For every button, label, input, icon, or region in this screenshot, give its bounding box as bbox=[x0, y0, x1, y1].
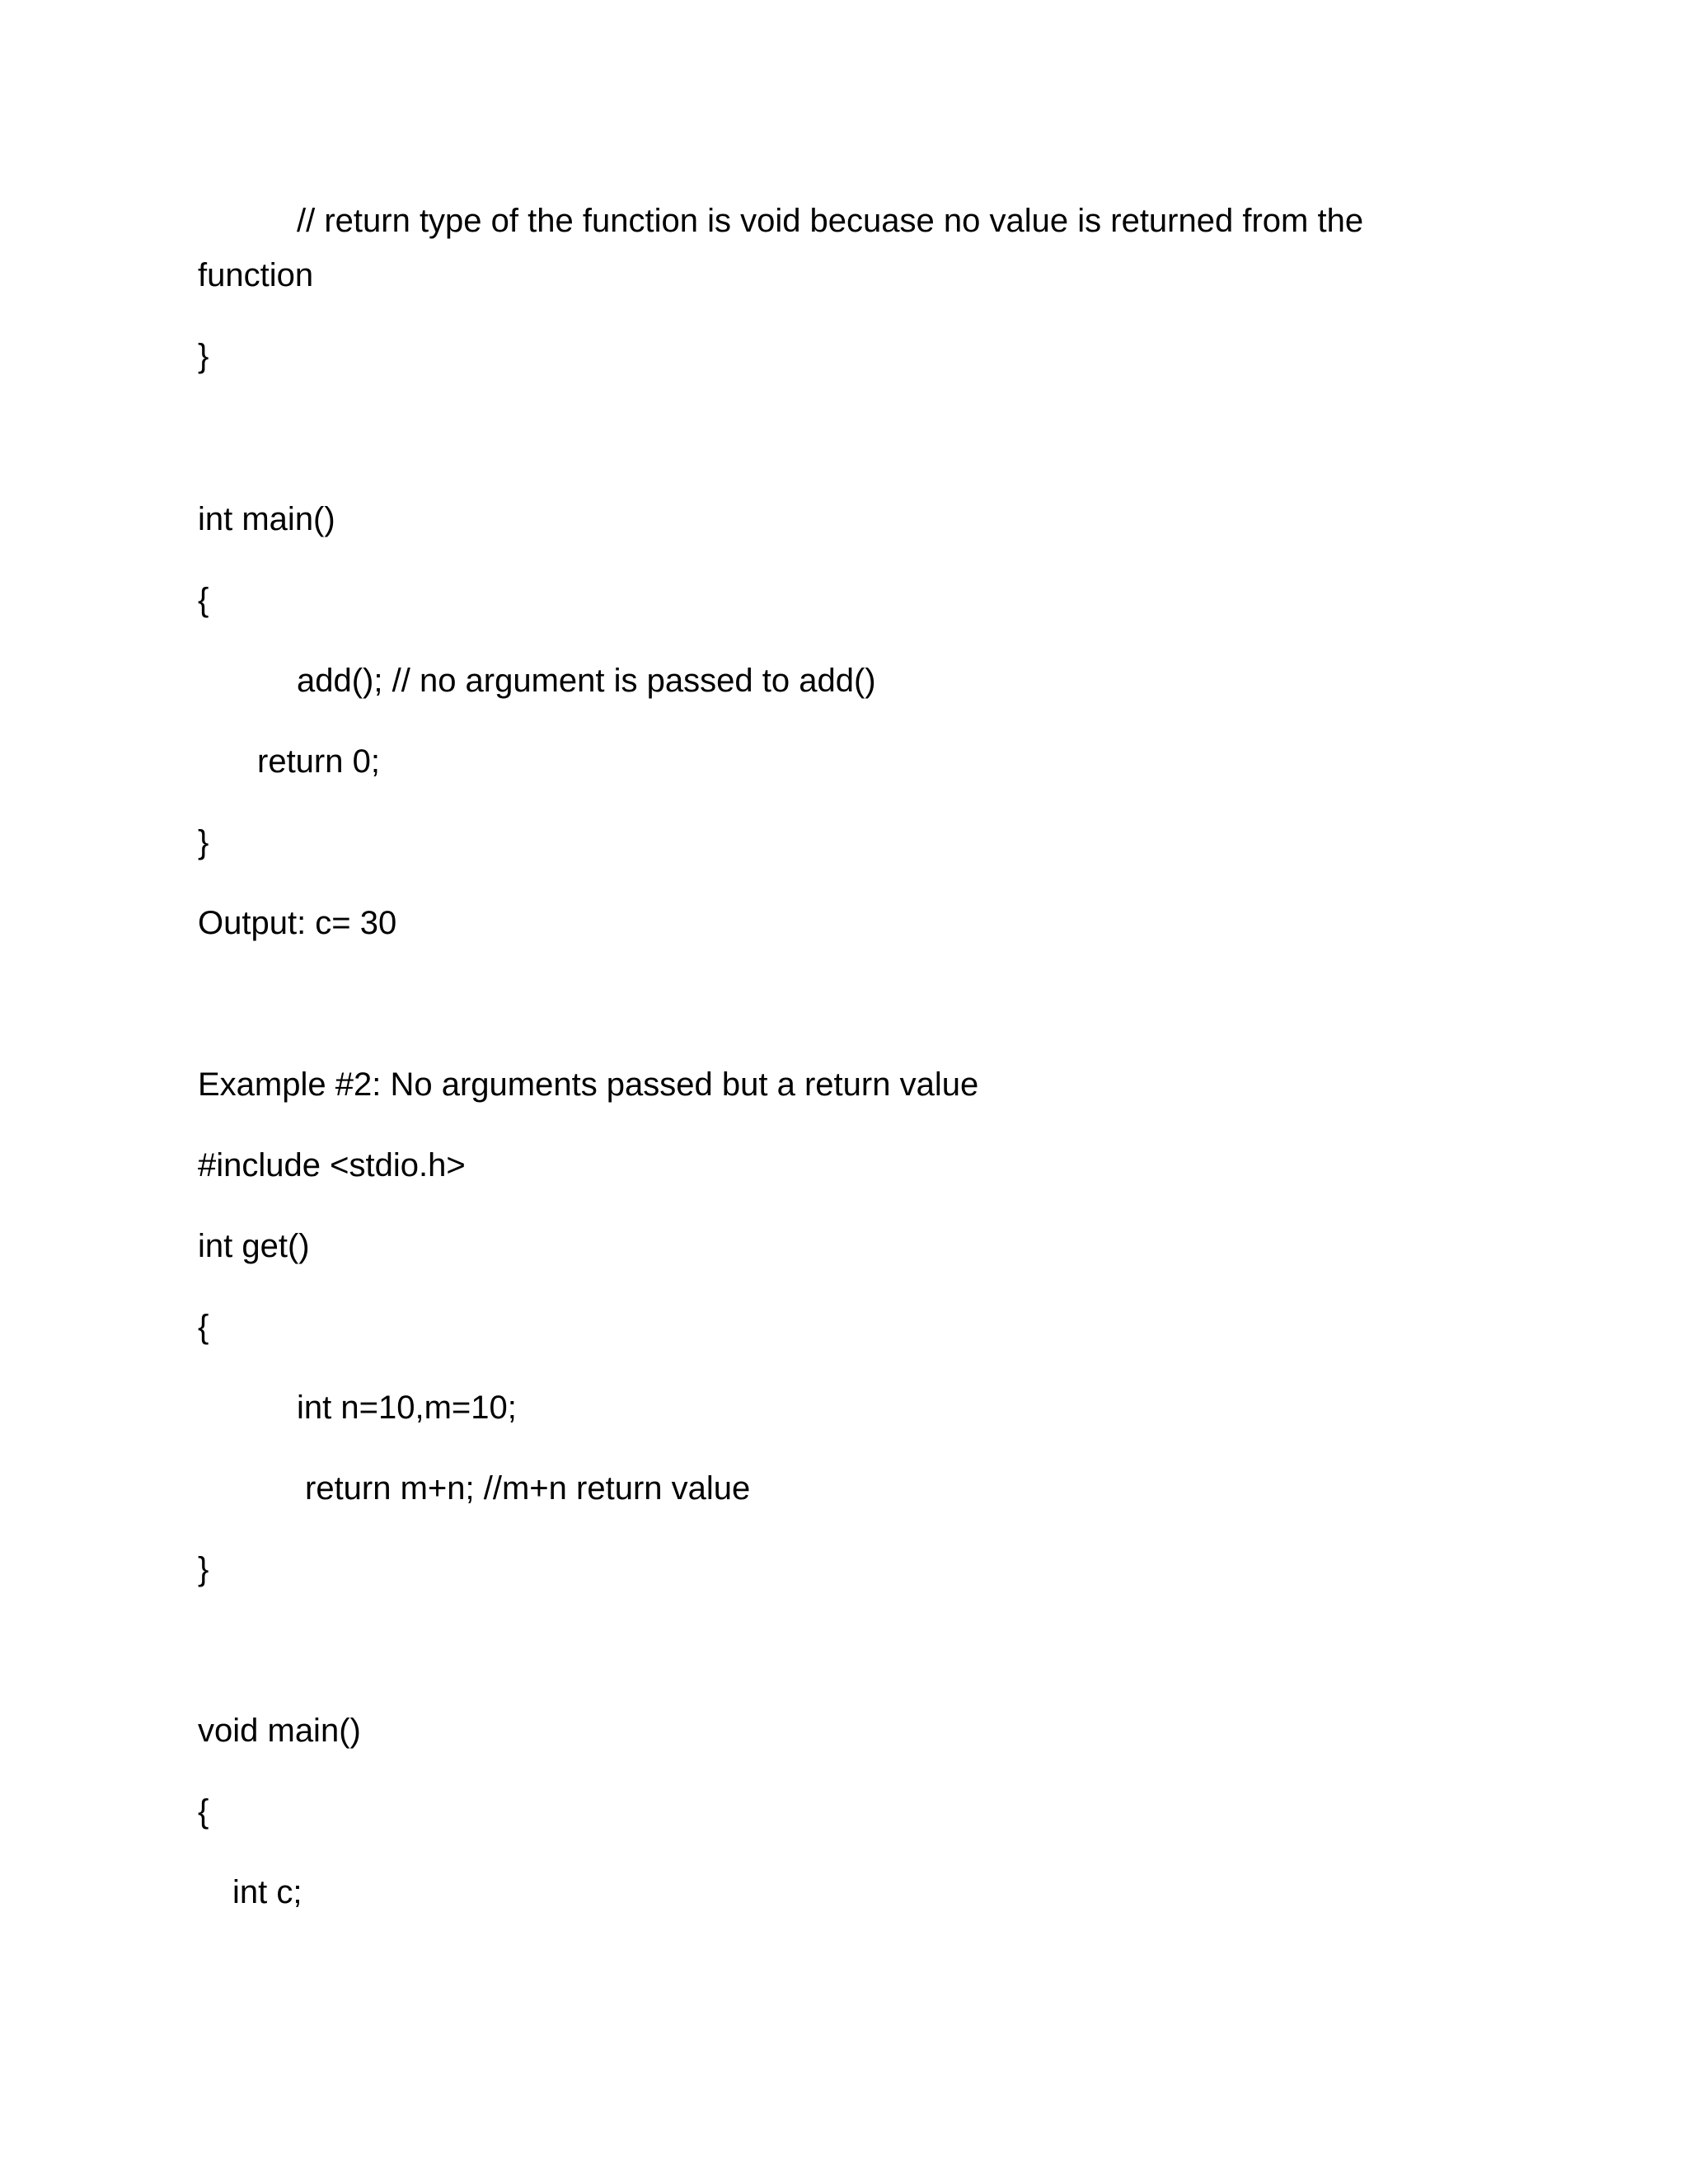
code-return-sum: return m+n; //m+n return value bbox=[305, 1470, 751, 1507]
code-return-statement: return 0; bbox=[257, 743, 380, 780]
code-closing-brace: } bbox=[198, 1551, 209, 1587]
code-main-signature: int main() bbox=[198, 501, 335, 537]
code-include: #include <stdio.h> bbox=[198, 1147, 466, 1183]
code-closing-brace: } bbox=[198, 338, 209, 374]
code-opening-brace: { bbox=[198, 1793, 209, 1830]
code-closing-brace: } bbox=[198, 824, 209, 860]
code-comment-line: // return type of the function is void becuase no value is returned from the bbox=[297, 203, 1364, 239]
code-void-main-signature: void main() bbox=[198, 1713, 361, 1749]
code-opening-brace: { bbox=[198, 582, 209, 618]
code-add-call: add(); // no argument is passed to add() bbox=[297, 663, 876, 699]
code-variable-declaration: int n=10,m=10; bbox=[297, 1390, 517, 1426]
code-comment-continuation: function bbox=[198, 257, 314, 293]
code-get-signature: int get() bbox=[198, 1228, 310, 1264]
code-opening-brace: { bbox=[198, 1309, 209, 1345]
code-int-declaration: int c; bbox=[232, 1874, 302, 1910]
output-text: Output: c= 30 bbox=[198, 905, 397, 941]
example-heading: Example #2: No arguments passed but a return value bbox=[198, 1066, 979, 1103]
